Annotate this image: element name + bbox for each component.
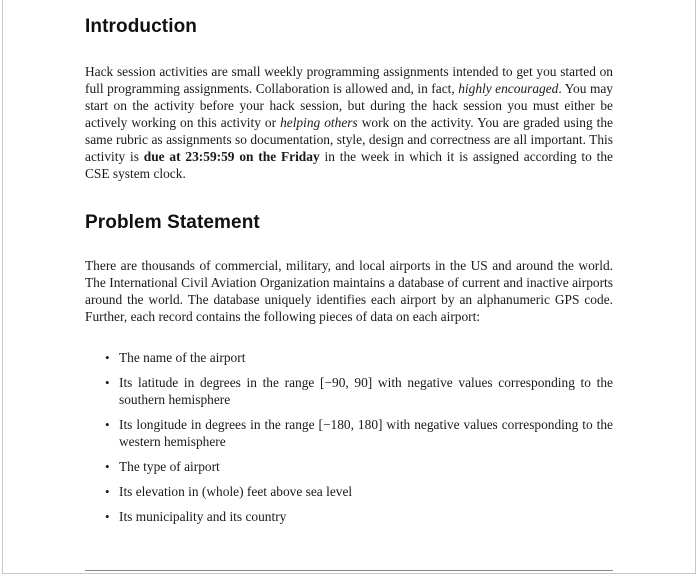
introduction-paragraph [85, 63, 613, 182]
airport-fields-list [85, 349, 613, 533]
intro-text-4: in the week in which it is assigned according to the CSE system clock. [85, 149, 613, 181]
list-item-text: Its elevation in (whole) feet above sea level [119, 484, 353, 499]
list-item-text: The type of airport [119, 459, 220, 474]
list-item-text: Its municipality and its country [119, 509, 287, 524]
intro-text-1: Hack session activities are small weekly programming assignments intended to get you started on full programming assignments. Collaboration is allowed and, in fact, [85, 64, 613, 96]
bullet-icon: • [105, 350, 110, 365]
list-item [85, 508, 613, 525]
bullet-icon: • [105, 417, 110, 432]
introduction-heading: Introduction [85, 16, 198, 37]
bullet-icon: • [105, 459, 110, 474]
bullet-icon: • [105, 484, 110, 499]
due-date-bold: due at 23:59:59 on the Friday [143, 149, 320, 164]
highly-encouraged-emphasis: highly encouraged [458, 81, 559, 96]
list-item [85, 374, 613, 408]
helping-others-emphasis: helping others [280, 115, 358, 130]
list-item-text: Its latitude in degrees in the range [−90, 90] with negative values corresponding to the southern hemisphere [119, 375, 613, 407]
list-item-text: Its longitude in degrees in the range [−180, 180] with negative values corresponding to the western hemisphere [119, 417, 613, 449]
problem-statement-paragraph: There are thousands of commercial, military, and local airports in the US and around the world. The International Civil Aviation Organization maintains a database of current and inactive airports around the world. The database uniquely identifies each airport by an alphanumeric GPS code. Further, each record contains the following pieces of data on each airport: [85, 258, 613, 324]
list-item [85, 416, 613, 450]
list-item-text: The name of the airport [119, 350, 246, 365]
bullet-icon: • [105, 509, 110, 524]
problem-statement-heading: Problem Statement [85, 212, 260, 233]
footer-rule [85, 570, 613, 571]
list-item [85, 349, 613, 366]
intro-text-3: work on the activity. You are graded using the same rubric as assignments so documentation, style, design and correctness are all important. This activity is [85, 115, 613, 164]
bullet-icon: • [105, 375, 110, 390]
list-item [85, 483, 613, 500]
list-item [85, 458, 613, 475]
intro-text-2: . You may start on the activity before your hack session, but during the hack session you must either be actively working on this activity or [85, 81, 613, 130]
